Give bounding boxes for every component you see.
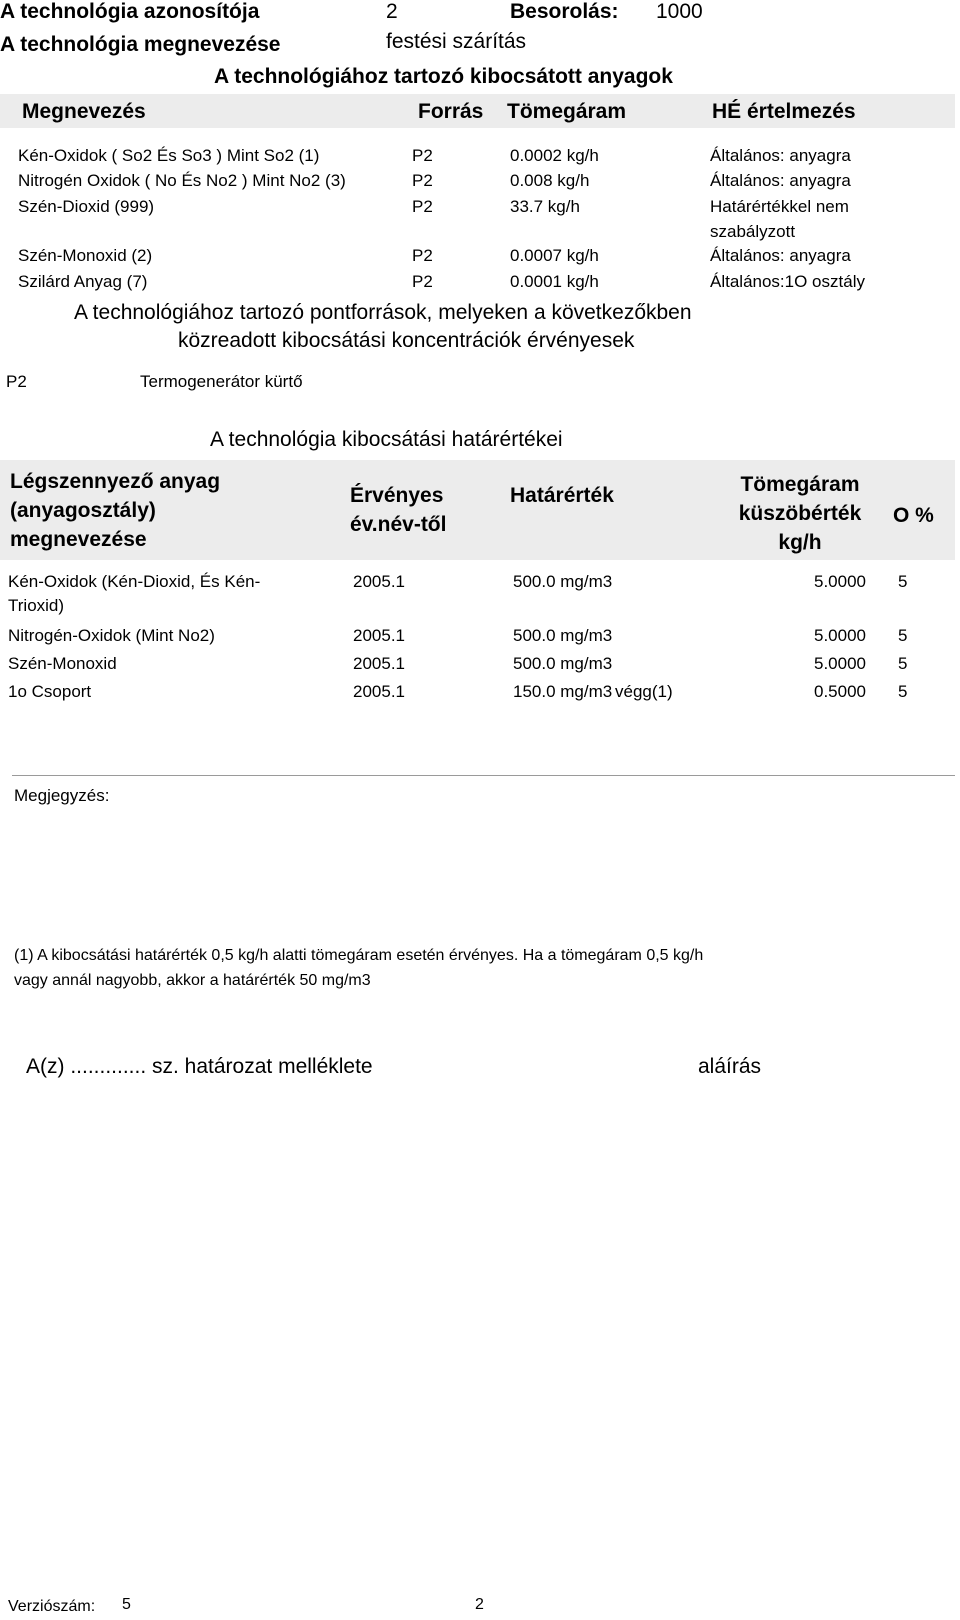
notes-label: Megjegyzés: <box>14 786 110 805</box>
point-source-code: P2 <box>6 372 27 391</box>
col-source-header: Forrás <box>418 100 484 123</box>
substance-source: P2 <box>412 171 433 190</box>
substance-source: P2 <box>412 146 433 165</box>
limit-value: 150.0 mg/m3 <box>513 682 613 701</box>
substance-source: P2 <box>412 272 433 291</box>
limit-threshold: 5.0000 <box>814 654 866 673</box>
signature-label: aláírás <box>698 1055 762 1078</box>
substance-source: P2 <box>412 197 433 216</box>
version-label: Verziószám: <box>8 1598 96 1615</box>
substance-he-cont: szabályzott <box>710 222 796 241</box>
col-pollutant-header-l1: Légszennyező anyag <box>10 470 221 493</box>
substance-mass: 33.7 kg/h <box>510 197 580 216</box>
col-limit-header: Határérték <box>510 484 614 507</box>
pollutant-name-cont: Trioxid) <box>8 596 65 615</box>
substance-he: Általános: anyagra <box>710 171 851 190</box>
substance-he: Általános: anyagra <box>710 246 851 265</box>
limit-o2: 5 <box>898 626 908 645</box>
limit-o2: 5 <box>898 572 908 591</box>
limit-value: 500.0 mg/m3 <box>513 654 613 673</box>
substance-mass: 0.0007 kg/h <box>510 246 599 265</box>
limit-note: végg(1) <box>615 682 673 701</box>
substance-mass: 0.008 kg/h <box>510 171 590 190</box>
substance-he: Általános: anyagra <box>710 146 851 165</box>
substance-name: Szén-Monoxid (2) <box>18 246 153 265</box>
col-pollutant-header-l3: megnevezése <box>10 528 147 551</box>
point-source-name: Termogenerátor kürtő <box>140 372 303 391</box>
page-number: 2 <box>475 1596 484 1613</box>
version-value: 5 <box>122 1596 131 1613</box>
col-valid-header-l1: Érvényes <box>350 484 444 507</box>
point-sources-title-line2: közreadott kibocsátási koncentrációk érvényesek <box>178 329 635 352</box>
col-valid-header <box>350 481 446 539</box>
notes-divider <box>12 775 955 776</box>
limit-threshold: 5.0000 <box>814 572 866 591</box>
emitted-substances-title: A technológiához tartozó kibocsátott anyagok <box>214 65 673 88</box>
technology-id-label: A technológia azonosítója <box>0 0 260 23</box>
col-pollutant-header-l2: (anyagosztály) <box>10 499 156 522</box>
footnote-line1: (1) A kibocsátási határérték 0,5 kg/h alatti tömegáram esetén érvényes. Ha a tömegáram 0,5 kg/h <box>14 947 704 964</box>
limit-threshold: 5.0000 <box>814 626 866 645</box>
substance-mass: 0.0002 kg/h <box>510 146 599 165</box>
limit-threshold: 0.5000 <box>814 682 866 701</box>
footnote-line2: vagy annál nagyobb, akkor a határérték 50 mg/m3 <box>14 972 371 989</box>
substance-name: Szilárd Anyag (7) <box>18 272 148 291</box>
point-sources-title-line1: A technológiához tartozó pontforrások, melyeken a következőkben <box>74 301 692 324</box>
col-pollutant-header <box>10 467 220 554</box>
col-name-header: Megnevezés <box>22 100 146 123</box>
substance-mass: 0.0001 kg/h <box>510 272 599 291</box>
limit-valid-from: 2005.1 <box>353 654 405 673</box>
limit-o2: 5 <box>898 682 908 701</box>
technology-id-value: 2 <box>386 0 398 23</box>
col-valid-header-l2: év.név-től <box>350 513 447 536</box>
limits-title: A technológia kibocsátási határértékei <box>210 428 563 451</box>
limit-valid-from: 2005.1 <box>353 626 405 645</box>
col-threshold-header <box>700 470 900 557</box>
pollutant-name: Kén-Oxidok (Kén-Dioxid, És Kén- <box>8 572 261 591</box>
limit-o2: 5 <box>898 654 908 673</box>
col-threshold-header-l3: kg/h <box>778 531 822 554</box>
col-threshold-header-l2: küszöbérték <box>738 502 862 525</box>
classification-value: 1000 <box>656 0 703 23</box>
limit-value: 500.0 mg/m3 <box>513 626 613 645</box>
col-threshold-header-l1: Tömegáram <box>740 473 860 496</box>
pollutant-name: Nitrogén-Oxidok (Mint No2) <box>8 626 215 645</box>
technology-name-label: A technológia megnevezése <box>0 33 281 56</box>
limit-value: 500.0 mg/m3 <box>513 572 613 591</box>
substance-source: P2 <box>412 246 433 265</box>
resolution-annex-text: A(z) ............. sz. határozat melléklete <box>26 1055 373 1078</box>
substance-name: Nitrogén Oxidok ( No És No2 ) Mint No2 (3) <box>18 171 346 190</box>
col-he-header: HÉ értelmezés <box>712 100 856 123</box>
substance-he: Határértékkel nem <box>710 197 849 216</box>
substance-name: Szén-Dioxid (999) <box>18 197 155 216</box>
col-mass-header: Tömegáram <box>507 100 627 123</box>
substance-he: Általános:1O osztály <box>710 272 865 291</box>
col-o2-header: O % <box>893 504 934 527</box>
limit-valid-from: 2005.1 <box>353 572 405 591</box>
limit-valid-from: 2005.1 <box>353 682 405 701</box>
pollutant-name: 1o Csoport <box>8 682 92 701</box>
substance-name: Kén-Oxidok ( So2 És So3 ) Mint So2 (1) <box>18 146 320 165</box>
classification-label: Besorolás: <box>510 0 619 23</box>
technology-name-value: festési szárítás <box>386 30 527 53</box>
pollutant-name: Szén-Monoxid <box>8 654 117 673</box>
